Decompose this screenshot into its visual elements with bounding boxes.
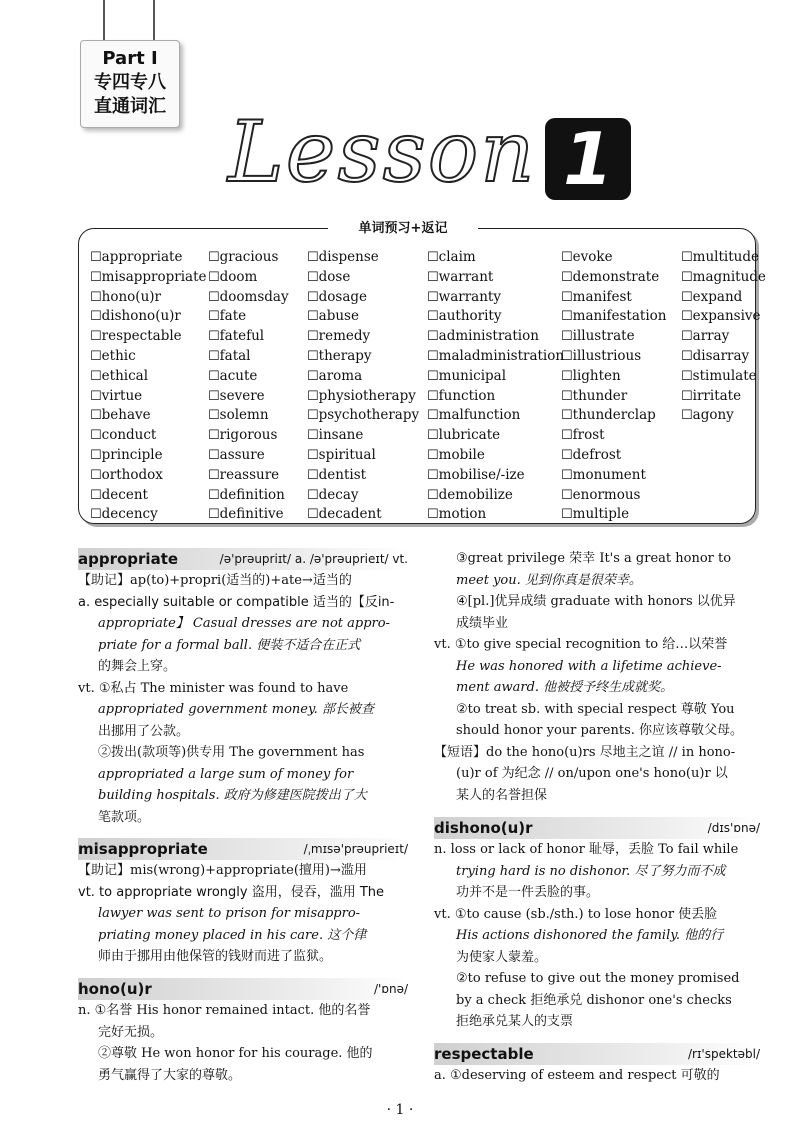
wordlist-item: ☐ doom	[208, 268, 289, 288]
translation: 拒绝承兑某人的支票	[456, 1014, 574, 1029]
definition: n. loss or lack of honor 耻辱，丢脸 To fail while	[434, 842, 739, 857]
mnemonic: 【助记】mis(wrong)+appropriate(擅用)→滥用	[78, 863, 367, 878]
wordlist-item: ☐ mobile	[427, 446, 564, 466]
example: priating money placed in his care. 这个律	[98, 927, 367, 943]
wordlist-item: ☐ spiritual	[307, 446, 419, 466]
pronunciation: /ə'prəupriɪt/ a. /ə'prəuprieɪt/ vt.	[219, 552, 408, 566]
example: His actions dishonored the family. 他的行	[456, 928, 724, 943]
wordlist-item: ☐ decent	[90, 486, 207, 506]
wordlist-item: ☐ definitive	[208, 505, 289, 525]
tag-string-left	[103, 0, 105, 42]
entry-respectable	[434, 1043, 760, 1087]
headword-bar	[78, 838, 408, 860]
translation: 的舞会上穿。	[98, 659, 177, 674]
headword: misappropriate	[78, 840, 208, 858]
pronunciation: /ˌmɪsə'prəuprieɪt/	[303, 842, 408, 856]
wordlist-item: ☐ expansive	[681, 307, 766, 327]
wordlist-column	[208, 248, 289, 525]
wordlist-item: ☐ manifestation	[561, 307, 666, 327]
wordlist-title: 单词预习+返记	[328, 220, 478, 238]
wordlist-item: ☐ stimulate	[681, 367, 766, 387]
headword: hono(u)r	[78, 980, 152, 998]
wordlist-item: ☐ misappropriate	[90, 268, 207, 288]
wordlist-item: ☐ agony	[681, 406, 766, 426]
lesson-title: Lesson	[228, 103, 537, 201]
wordlist-item: ☐ lubricate	[427, 426, 564, 446]
definition: a. especially suitable or compatible 适当的【反in-	[78, 594, 395, 610]
wordlist-item: ☐ insane	[307, 426, 419, 446]
definition: ④[pl.]优异成绩 graduate with honors 以优异	[456, 594, 736, 609]
wordlist-item: ☐ gracious	[208, 248, 289, 268]
headword-bar	[434, 817, 760, 839]
wordlist-item: ☐ principle	[90, 446, 207, 466]
wordlist-item: ☐ rigorous	[208, 426, 289, 446]
part-subtitle-2: 直通词汇	[94, 96, 166, 117]
headword-bar	[78, 978, 408, 1000]
wordlist-column	[90, 248, 207, 525]
entry-misappropriate	[78, 838, 408, 968]
headword: respectable	[434, 1045, 534, 1063]
wordlist-item: ☐ evoke	[561, 248, 666, 268]
pronunciation: /rɪ'spektəbl/	[687, 1047, 760, 1061]
wordlist-item: ☐ ethic	[90, 347, 207, 367]
definition: ②to refuse to give out the money promised	[456, 971, 740, 986]
example: trying hard is no dishonor. 尽了努力而不成	[456, 863, 726, 879]
wordlist-item: ☐ claim	[427, 248, 564, 268]
wordlist-item: ☐ virtue	[90, 387, 207, 407]
example: ment award. 他被授予终生成就奖。	[456, 680, 674, 695]
wordlist-item: ☐ decency	[90, 505, 207, 525]
entry-honour-continued	[434, 548, 760, 806]
definition: ②尊敬 He won honor for his courage. 他的	[98, 1046, 373, 1061]
wordlist-item: ☐ conduct	[90, 426, 207, 446]
definition: vt. ①to cause (sb./sth.) to lose honor 使丢脸	[434, 906, 718, 922]
wordlist-item: ☐ aroma	[307, 367, 419, 387]
wordlist-item: ☐ illustrate	[561, 327, 666, 347]
phrases: (u)r of 为纪念 // on/upon one's hono(u)r 以	[456, 766, 728, 781]
pronunciation: /'ɒnə/	[374, 982, 408, 996]
wordlist-item: ☐ monument	[561, 466, 666, 486]
definition: by a check 拒绝承兑 dishonor one's checks	[456, 992, 732, 1008]
example: lawyer was sent to prison for misappro-	[98, 906, 361, 921]
wordlist-item: ☐ appropriate	[90, 248, 207, 268]
wordlist-item: ☐ warrant	[427, 268, 564, 288]
headword-bar	[434, 1043, 760, 1065]
definition: ②to treat sb. with special respect 尊敬 You	[456, 701, 735, 717]
translation: 出挪用了公款。	[98, 723, 190, 739]
translation: 师由于挪用由他保管的钱财而进了监狱。	[98, 949, 333, 964]
wordlist-item: ☐ municipal	[427, 367, 564, 387]
wordlist-item: ☐ dispense	[307, 248, 419, 268]
example: appropriated government money. 部长被查	[98, 702, 374, 717]
translation: 功并不是一件丢脸的事。	[456, 885, 600, 900]
example: appropriated a large sum of money for	[98, 766, 354, 782]
phrases: 某人的名誉担保	[456, 787, 548, 803]
wordlist-item: ☐ demobilize	[427, 486, 564, 506]
definition: ③great privilege 荣幸 It's a great honor to	[456, 551, 732, 566]
wordlist-item: ☐ manifest	[561, 288, 666, 308]
definition: vt. to appropriate wrongly 盗用，侵吞，滥用 The	[78, 884, 385, 900]
wordlist-item: ☐ illustrious	[561, 347, 666, 367]
wordlist-item: ☐ expand	[681, 288, 766, 308]
wordlist-item: ☐ definition	[208, 486, 289, 506]
wordlist-item: ☐ fatal	[208, 347, 289, 367]
wordlist-item: ☐ fateful	[208, 327, 289, 347]
example: priate for a formal ball. 便装不适合在正式	[98, 637, 361, 653]
example: should honor your parents. 你应该尊敬父母。	[456, 723, 744, 738]
wordlist-item: ☐ orthodox	[90, 466, 207, 486]
definition: vt. ①to give special recognition to 给…以荣誉	[434, 637, 728, 652]
part-label: Part Ⅰ	[102, 48, 158, 69]
wordlist-item: ☐ respectable	[90, 327, 207, 347]
wordlist-item: ☐ irritate	[681, 387, 766, 407]
wordlist-item: ☐ motion	[427, 505, 564, 525]
translation: 完好无损。	[98, 1024, 164, 1040]
wordlist-item: ☐ dose	[307, 268, 419, 288]
wordlist-column	[681, 248, 766, 426]
wordlist-item: ☐ psychotherapy	[307, 406, 419, 426]
entry-honour	[78, 978, 408, 1086]
wordlist-item: ☐ function	[427, 387, 564, 407]
wordlist-item: ☐ defrost	[561, 446, 666, 466]
wordlist-item: ☐ therapy	[307, 347, 419, 367]
wordlist-item: ☐ assure	[208, 446, 289, 466]
wordlist-item: ☐ magnitude	[681, 268, 766, 288]
example: He was honored with a lifetime achieve-	[456, 658, 722, 674]
wordlist-item: ☐ mobilise/-ize	[427, 466, 564, 486]
lesson-number: 1	[545, 118, 631, 200]
wordlist-item: ☐ abuse	[307, 307, 419, 327]
definition: ②拨出(款项等)供专用 The government has	[98, 745, 365, 760]
wordlist-item: ☐ lighten	[561, 367, 666, 387]
example: appropriate】 Casual dresses are not appro-	[98, 616, 390, 631]
headword: appropriate	[78, 550, 179, 568]
pronunciation: /dɪs'ɒnə/	[707, 821, 760, 835]
wordlist-item: ☐ behave	[90, 406, 207, 426]
wordlist-item: ☐ administration	[427, 327, 564, 347]
entry-dishonour	[434, 817, 760, 1033]
headword: dishono(u)r	[434, 819, 533, 837]
wordlist-column	[307, 248, 419, 525]
wordlist-item: ☐ array	[681, 327, 766, 347]
tag-string-right	[153, 0, 155, 42]
wordlist-item: ☐ disarray	[681, 347, 766, 367]
translation: 成绩毕业	[456, 615, 509, 631]
wordlist-item: ☐ solemn	[208, 406, 289, 426]
wordlist-item: ☐ doomsday	[208, 288, 289, 308]
wordlist-item: ☐ maladministration	[427, 347, 564, 367]
mnemonic: 【助记】ap(to)+propri(适当的)+ate→适当的	[78, 573, 352, 588]
wordlist-item: ☐ dishono(u)r	[90, 307, 207, 327]
wordlist-item: ☐ fate	[208, 307, 289, 327]
entry-appropriate	[78, 548, 408, 828]
wordlist-item: ☐ severe	[208, 387, 289, 407]
wordlist-item: ☐ decay	[307, 486, 419, 506]
definition: n. ①名誉 His honor remained intact. 他的名誉	[78, 1003, 371, 1018]
part-tag	[80, 40, 180, 128]
definition: a. ①deserving of esteem and respect 可敬的	[434, 1068, 720, 1083]
wordlist-item: ☐ authority	[427, 307, 564, 327]
wordlist-item: ☐ dentist	[307, 466, 419, 486]
wordlist-item: ☐ demonstrate	[561, 268, 666, 288]
wordlist-item: ☐ warranty	[427, 288, 564, 308]
translation: 勇气赢得了大家的尊敬。	[98, 1067, 242, 1083]
wordlist-item: ☐ acute	[208, 367, 289, 387]
phrases: 【短语】do the hono(u)rs 尽地主之谊 // in hono-	[434, 744, 736, 760]
wordlist-item: ☐ multiple	[561, 505, 666, 525]
wordlist-column	[561, 248, 666, 525]
wordlist-column	[427, 248, 564, 525]
example: building hospitals. 政府为修建医院拨出了大	[98, 788, 367, 803]
wordlist-item: ☐ thunderclap	[561, 406, 666, 426]
wordlist-item: ☐ frost	[561, 426, 666, 446]
wordlist-item: ☐ malfunction	[427, 406, 564, 426]
wordlist-item: ☐ thunder	[561, 387, 666, 407]
page-number: · 1 ·	[386, 1102, 414, 1118]
wordlist-item: ☐ physiotherapy	[307, 387, 419, 407]
wordlist-item: ☐ hono(u)r	[90, 288, 207, 308]
wordlist-item: ☐ ethical	[90, 367, 207, 387]
part-subtitle-1: 专四专八	[94, 72, 166, 93]
wordlist-item: ☐ decadent	[307, 505, 419, 525]
wordlist-item: ☐ remedy	[307, 327, 419, 347]
wordlist-item: ☐ reassure	[208, 466, 289, 486]
translation: 笔款项。	[98, 809, 151, 825]
translation: 为使家人蒙羞。	[456, 949, 548, 965]
example: meet you. 见到你真是很荣幸。	[456, 572, 642, 588]
headword-bar	[78, 548, 408, 570]
wordlist-item: ☐ multitude	[681, 248, 766, 268]
wordlist-item: ☐ enormous	[561, 486, 666, 506]
definition: vt. ①私占 The minister was found to have	[78, 680, 349, 696]
wordlist-item: ☐ dosage	[307, 288, 419, 308]
